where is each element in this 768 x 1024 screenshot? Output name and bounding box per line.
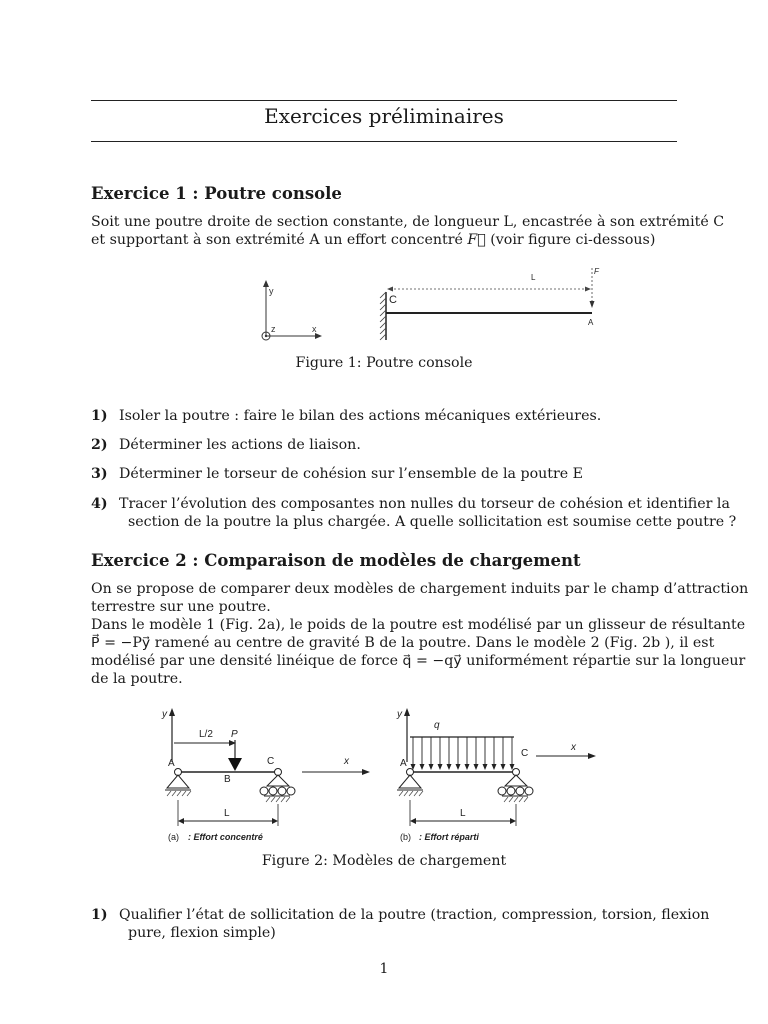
fig1-dim-arrow-left-icon [387, 287, 393, 292]
fig2a-y-arrow-icon [169, 708, 175, 716]
fig2a-caption-prefix: (a) [168, 832, 179, 842]
fig1-z-label: z [271, 324, 276, 334]
question-text-line2: section de la poutre la plus chargée. A quelle sollicitation est soumise cette poutre ? [128, 514, 737, 530]
figure2-caption: Figure 2: Modèles de chargement [261, 853, 507, 869]
fig2b-label-q: q [434, 720, 440, 731]
question-number: 2) [91, 437, 108, 453]
figure1-caption: Figure 1: Poutre console [295, 355, 473, 371]
fig2b-load-arrowheads [411, 764, 515, 770]
fig2a-len-arrow-right-icon [272, 818, 278, 824]
exercise2-heading: Exercice 2 : Comparaison de modèles de chargement [91, 551, 581, 570]
question-number: 4) [91, 496, 108, 512]
fig1-force-arrow-icon [590, 301, 595, 308]
figure2-loading-models-diagram [164, 700, 604, 846]
fig1-z-dot [265, 335, 267, 337]
fig2b-roller-support-C [498, 769, 533, 803]
fig2b-len-arrow-left-icon [410, 818, 416, 824]
fig2b-len-arrow-right-icon [510, 818, 516, 824]
question-text: Isoler la poutre : faire le bilan des actions mécaniques extérieures. [119, 408, 602, 424]
page-title: Exercices préliminaires [264, 104, 504, 128]
fig2b-label-A: A [400, 758, 407, 769]
fig2a-len-arrow-left-icon [178, 818, 184, 824]
fig2a-label-B: B [224, 774, 231, 785]
page-number: 1 [379, 961, 389, 977]
exercise2-p2-line2: P⃗ = −Py⃗ ramené au centre de gravité B de la poutre. Dans le modèle 2 (Fig. 2b ), il est [91, 635, 715, 651]
question-text-line2: pure, flexion simple) [128, 925, 276, 941]
fig1-label-A: A [588, 318, 594, 327]
exercise2-p1-line1: On se propose de comparer deux modèles de chargement induits par le champ d’attraction [91, 581, 749, 597]
fig2a-caption: : Effort concentré [188, 832, 263, 842]
document-page [91, 0, 749, 1024]
question-text-line1: Qualifier l’état de sollicitation de la poutre (traction, compression, torsion, flexion [119, 907, 710, 923]
intro-text-b: (voir figure ci-dessous) [485, 232, 656, 248]
question-text: Déterminer le torseur de cohésion sur l’ensemble de la poutre E [119, 466, 584, 482]
figure1-cantilever-diagram [256, 262, 599, 348]
fig2b-caption-prefix: (b) [400, 832, 411, 842]
exercise1-heading: Exercice 1 : Poutre console [91, 184, 342, 203]
fig2b-caption: : Effort réparti [419, 832, 479, 842]
question-text: Déterminer les actions de liaison. [119, 437, 361, 453]
exercise2-p2-line4: de la poutre. [91, 671, 183, 687]
fig1-label-F: F [594, 267, 599, 276]
fig2a-x-label: x [344, 756, 349, 767]
fig2b-y-arrow-icon [404, 708, 410, 716]
fig2a-label-C: C [267, 756, 275, 767]
fig2b-distributed-load-arrows-icon [413, 737, 512, 766]
fig2a-x-arrow-icon [362, 769, 370, 775]
fig2a-label-L: L [224, 808, 230, 819]
exercise2-p1-line2: terrestre sur une poutre. [91, 599, 271, 615]
title-rule-top [91, 100, 677, 101]
exercise1-intro [91, 213, 725, 249]
exercise1-intro-line1: Soit une poutre droite de section constante, de longueur L, encastrée à son extrémité C [91, 214, 725, 230]
fig1-dim-arrow-right-icon [585, 287, 591, 292]
title-rule-bottom [91, 141, 677, 142]
fig1-x-label: x [312, 324, 317, 334]
fig2b-label-C: C [521, 748, 529, 759]
exercise1-intro-line2 [91, 231, 677, 249]
question-text-line1: Tracer l’évolution des composantes non nulles du torseur de cohésion et identifier la [119, 496, 730, 512]
fig2a-y-label: y [162, 709, 167, 720]
fig1-y-label: y [269, 286, 274, 296]
fig2b-label-L: L [460, 808, 466, 819]
fig2a-roller-support-C [260, 769, 295, 803]
fig2b-y-label: y [397, 709, 402, 720]
fig2b-x-arrow-icon [588, 753, 596, 759]
fig2a-label-P: P [231, 729, 238, 740]
exercise2-p2-line1: Dans le modèle 1 (Fig. 2a), le poids de la poutre est modélisé par un glisseur de résultante [91, 617, 746, 633]
fig2b-x-label: x [571, 742, 576, 753]
fig2a-label-A: A [168, 758, 175, 769]
exercise2-paragraph [91, 580, 749, 688]
question-number: 1) [91, 408, 108, 424]
question-number: 3) [91, 466, 108, 482]
fig1-wall-hatching [380, 292, 386, 340]
question-number: 1) [91, 907, 108, 923]
fig1-label-C: C [389, 294, 397, 306]
fig2a-label-L2: L/2 [199, 729, 213, 740]
fig1-label-L: L [531, 273, 536, 282]
fig2a-force-P-arrow-icon [228, 758, 242, 771]
force-symbol-F: F⃗ [467, 232, 486, 248]
exercise2-p2-line3: modélisé par une densité linéique de force q⃗ = −qy⃗ uniformément répartie sur la longueur [91, 653, 746, 669]
intro-text-a: et supportant à son extrémité A un effort concentré [91, 232, 468, 248]
